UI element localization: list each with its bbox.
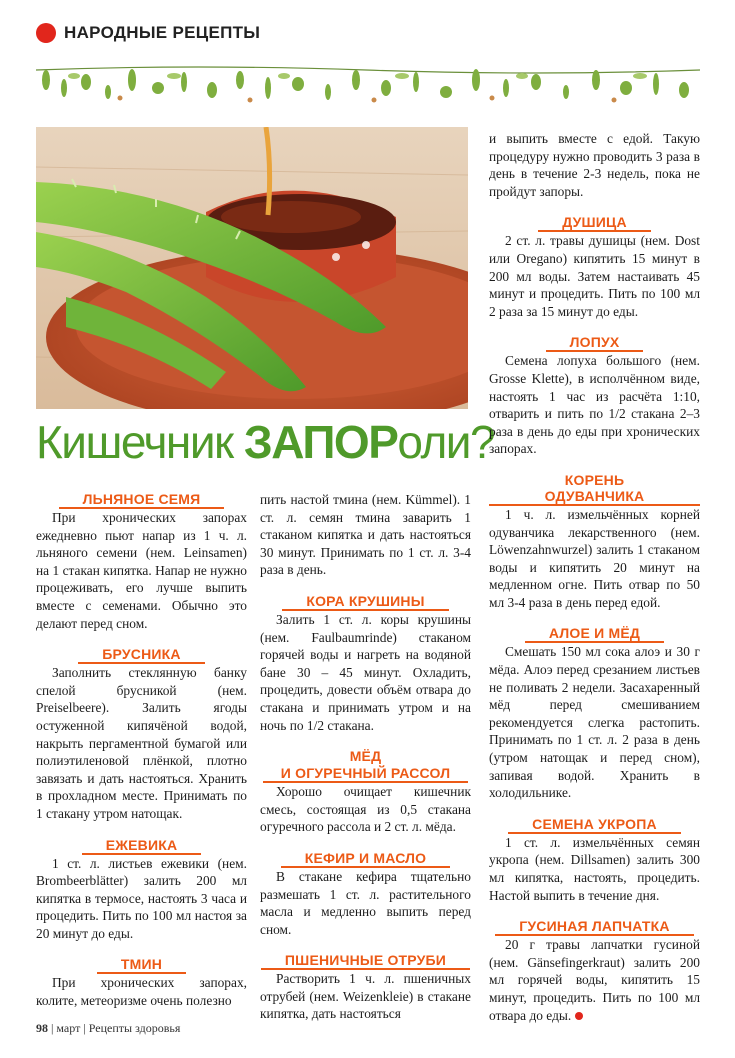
section-bran: [260, 952, 471, 1023]
section-text: При хронических запорах, колите, метеоризме очень полезно: [36, 975, 247, 1009]
section-title: ГУСИНАЯ ЛАПЧАТКА: [489, 918, 700, 936]
rubric-red-dot-icon: [36, 23, 56, 43]
section-title: КОРЕНЬ ОДУВАНЧИКА: [489, 472, 700, 506]
bran-continued-text: и выпить вместе с едой. Такую процедуру нужно проводить 3 раза в день в течение 2-3 недель, пока не пройдут запоры.: [489, 131, 700, 199]
rubric-title: НАРОДНЫЕ РЕЦЕПТЫ: [64, 23, 261, 42]
section-oregano: [489, 214, 700, 320]
section-cumin: [36, 956, 247, 1009]
section-title: ЛЬНЯНОЕ СЕМЯ: [36, 491, 247, 509]
section-text: 1 ст. л. измельчённых семян укропа (нем. Dillsamen) залить 300 мл кипятка, настоять, процедить. Настой выпить в течение дня.: [489, 834, 700, 903]
section-title: КОРА КРУШИНЫ: [260, 593, 471, 611]
section-text: В стакане кефира тщательно размешать 1 ст. л. растительного масла и медленно выпить перед сном.: [260, 868, 471, 937]
aloe-honey-photo: [36, 127, 468, 409]
cumin-continued-text: пить настой тмина (нем. Kümmel). 1 ст. л. семян тмина заварить 1 стаканом кипятка и дать настояться 30 минут. Принимать по 1 ст. л. 3-4 раза в день.: [260, 492, 471, 578]
rubric: [36, 20, 260, 46]
section-kefir: [260, 850, 471, 938]
section-title: БРУСНИКА: [36, 646, 247, 664]
section-title-line-1: МЁД: [349, 748, 382, 765]
page-footer: 98 | март | Рецепты здоровья: [36, 1021, 181, 1035]
section-text: Семена лопуха большого (нем. Grosse Klette), в исполчённом виде, настоять 1 час из расчёта 1:10, отварить и пить по 1/2 стакана 2–3 раза в день до еды при хронических запорах.: [489, 353, 700, 457]
section-buckthorn: [260, 593, 471, 734]
headline-part-1: Кишечник: [36, 416, 244, 468]
section-flax: [36, 491, 247, 632]
section-text: Растворить 1 ч. л. пшеничных отрубей (нем. Weizenkleie) в стакане кипятка, дать настояться: [260, 971, 471, 1022]
section-text: Залить 1 ст. л. коры крушины (нем. Faulbaumrinde) стаканом горячей воды и нагреть на водяной бане 30 – 45 минут. Охладить, процедить, довести объём отвара до стакана и принимать утром и на ночь по 1/2 стакана.: [260, 611, 471, 733]
footer-magazine: Рецепты здоровья: [88, 1021, 181, 1035]
section-dandelion: [489, 472, 700, 612]
section-text: Заполнить стеклянную банку спелой брусникой (нем. Preiselbeere). Залить ягоды остуженной кипячёной водой, накрыть пергаментной бумагой или полиэтиленовой плёнкой, плотно завязать и дать настояться. Хранить в прохладном месте. Принимать по 1 стакану утром натощак.: [36, 665, 247, 821]
headline-part-3: оли?: [397, 416, 495, 468]
section-title: ЛОПУХ: [489, 334, 700, 352]
section-burdock: [489, 334, 700, 458]
herb-border-illustration: [36, 58, 700, 108]
section-text: Смешать 150 мл сока алоэ и 30 г мёда. Алоэ перед срезанием листьев не поливать 2 недели. Засахаренный мёд перед смешиванием рекомендуется слегка растопить. Принимать по 1 ст. л. 2 раза в день (утром натощак и перед сном), запивая водой. Хранить в холодильнике.: [489, 644, 700, 801]
section-cowberry: [36, 646, 247, 822]
column-2: [260, 491, 471, 1023]
section-text: При хронических запорах ежедневно пьют напар из 1 ч. л. льняного семени (нем. Leinsamen) на 1 стакан кипятка. Напар не нужно процеживать, его лучше выпить вместе с семенами. Обычно это делают перед сном.: [36, 510, 247, 631]
section-title: ДУШИЦА: [489, 214, 700, 232]
section-title-line-2: И ОГУРЕЧНЫЙ РАССОЛ: [260, 765, 471, 783]
section-dill: [489, 816, 700, 904]
end-of-article-dot-icon: [575, 1012, 583, 1020]
section-text: Хорошо очищает кишечник смесь, состоящая из 0,5 стакана огуречного рассола и 2 ст. л. мёда.: [260, 784, 471, 835]
section-text: 1 ч. л. измельчённых корней одуванчика лекарственного (нем. Löwenzahnwurzel) залить 1 стаканом воды и кипятить 20 минут на медленном огне. Пить отвар по 50 мл 3-4 раза в день перед едой.: [489, 506, 700, 610]
section-title: СЕМЕНА УКРОПА: [489, 816, 700, 834]
section-blackberry: [36, 837, 247, 943]
article-headline: [36, 414, 495, 474]
section-title: ТМИН: [36, 956, 247, 974]
section-title: ПШЕНИЧНЫЕ ОТРУБИ: [260, 952, 471, 970]
headline-part-2: ЗАПОР: [243, 416, 398, 468]
section-aloe-honey: [489, 625, 700, 801]
section-title: ЕЖЕВИКА: [36, 837, 247, 855]
section-honey-pickle: [260, 748, 471, 836]
column-3: [489, 130, 700, 1024]
section-text: 2 ст. л. травы душицы (нем. Dost или Oregano) кипятить 15 минут в 200 мл воды. Затем настаивать 45 минут и процедить. Пить по 100 мл 2 раза за 15 минут до еды.: [489, 233, 700, 319]
page-number: 98: [36, 1021, 48, 1035]
section-title: КЕФИР И МАСЛО: [260, 850, 471, 868]
footer-month: март: [56, 1021, 81, 1035]
column-1: [36, 491, 247, 1010]
section-text: 1 ст. л. листьев ежевики (нем. Brombeerblätter) залить 200 мл кипятка в термосе, настоять 3 часа и процедить. Пить по 100 мл настоя за 20 минут до еды.: [36, 855, 247, 941]
section-title: АЛОЕ И МЁД: [489, 625, 700, 643]
section-text: 20 г травы лапчатки гусиной (нем. Gänsefingerkraut) залить 200 мл горячей воды, кипятить 15 минут, процедить. Пить по 100 мл отвара до еды.: [489, 937, 700, 1023]
section-cinquefoil: [489, 918, 700, 1024]
